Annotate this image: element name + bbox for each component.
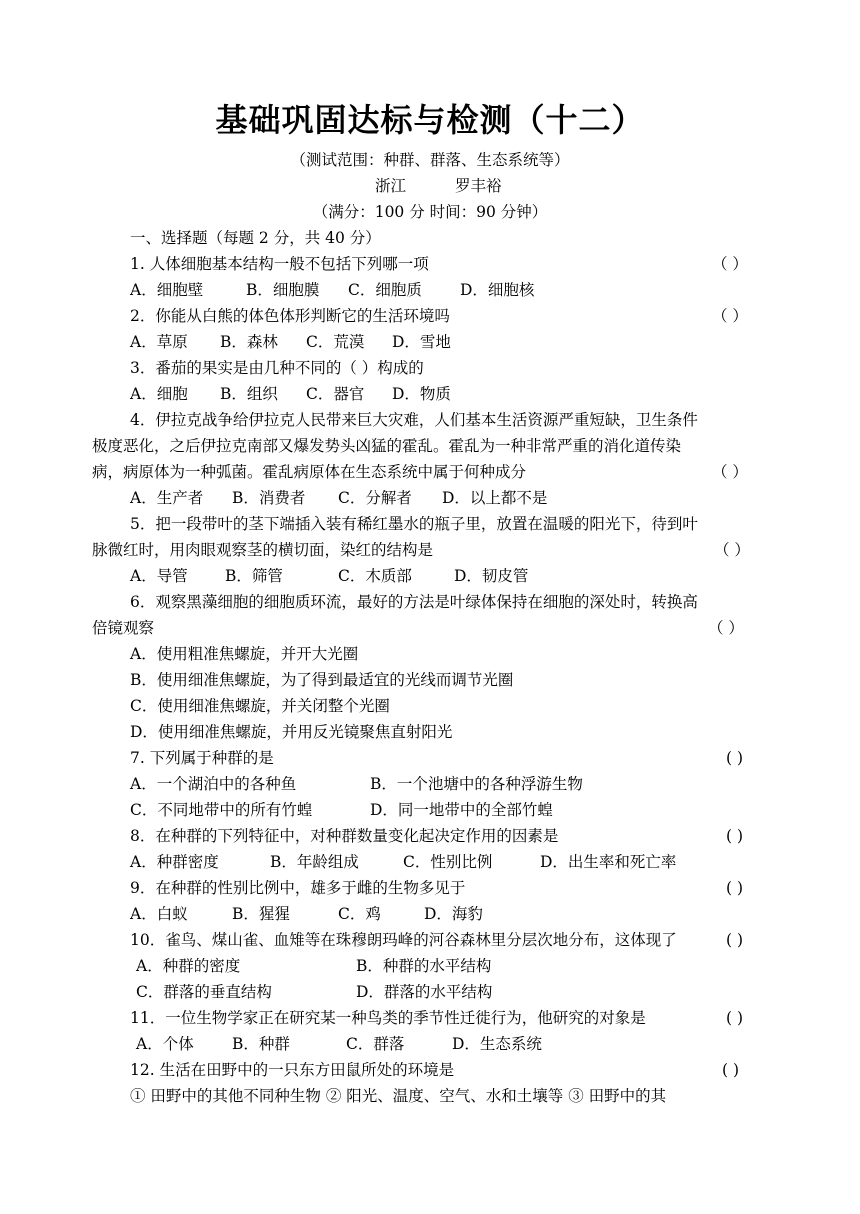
option-d: D．同一地带中的全部竹蝗 bbox=[370, 801, 553, 819]
option-a: A．个体 bbox=[136, 1035, 194, 1053]
option-a: A．导管 bbox=[130, 567, 188, 585]
test-scope: （测试范围：种群、群落、生态系统等） bbox=[290, 151, 570, 169]
option-c: C．荒漠 bbox=[306, 333, 365, 351]
option-a: A．细胞 bbox=[130, 385, 188, 403]
answer-blank: ( ) bbox=[726, 749, 744, 767]
option-c: C．性别比例 bbox=[403, 853, 493, 871]
answer-blank: （ ） bbox=[714, 541, 750, 559]
option-b: B．细胞膜 bbox=[246, 281, 320, 299]
option-a: A．生产者 bbox=[130, 489, 204, 507]
option-c: C．木质部 bbox=[338, 567, 412, 585]
option-a: A．细胞壁 bbox=[130, 281, 204, 299]
author-name: 罗丰裕 bbox=[455, 177, 502, 195]
answer-blank: （ ） bbox=[712, 255, 748, 273]
option-c: C．群落 bbox=[346, 1035, 405, 1053]
option-c: C．细胞质 bbox=[348, 281, 422, 299]
score-time: （满分：100 分 时间：90 分钟） bbox=[312, 203, 548, 221]
answer-blank: ( ) bbox=[726, 1009, 744, 1027]
option-b: B．一个池塘中的各种浮游生物 bbox=[370, 775, 583, 793]
province: 浙江 bbox=[375, 177, 407, 195]
answer-blank: ( ) bbox=[726, 827, 744, 845]
option-a: A．种群的密度 bbox=[136, 957, 241, 975]
option-d: D．生态系统 bbox=[452, 1035, 542, 1053]
exam-page: 基础巩固达标与检测（十二） （测试范围：种群、群落、生态系统等） 浙江 罗丰裕 （满分：100 分 时间：90 分钟） 一、选择题（每题 2 分，共 40 分） 1. 人体细胞基本结构一般不包括下列哪一项 （ ） A．细胞壁 B．细胞膜 C．细胞质 D．细胞核 2．你能从白熊的体色体形判断它的生活环境吗 （ ） A．草原 B．森林 C．荒漠 D．雪地 3．番茄的果实是由几种不同的（ ）构成的 A．细胞 B．组织 C．器官 D．物质 4．伊拉克战争给伊拉克人民带来巨大灾难，人们基本生活资源严重短缺，卫生条件 极度恶化，之后伊拉克南部又爆发势头凶猛的霍乱。霍乱为一种非常严重的消化道传染 病，病原体为一种弧菌。霍乱病原体在生态系统中属于何种成分 （ ） A．生产者 B．消费者 C．分解者 D．以上都不是 5．把一段带叶的茎下端插入装有稀红墨水的瓶子里，放置在温暖的阳光下，待到叶 脉微红时，用肉眼观察茎的横切面，染红的结构是 （ ） A．导管 B．筛管 C．木质部 D．韧皮管 6．观察黑藻细胞的细胞质环流，最好的方法是叶绿体保持在细胞的深处时，转换高 倍镜观察 （ ） A．使用粗准焦螺旋，并开大光圈 B．使用细准焦螺旋，为了得到最适宜的光线而调节光圈 C．使用细准焦螺旋，并关闭整个光圈 D．使用细准焦螺旋，并用反光镜聚焦直射阳光 7. 下列属于种群的是 ( ) A．一个湖泊中的各种鱼 B．一个池塘中的各种浮游生物 C．不同地带中的所有竹蝗 D．同一地带中的全部竹蝗 8．在种群的下列特征中，对种群数量变化起决定作用的因素是 ( ) A．种群密度 B．年龄组成 C．性别比例 D．出生率和死亡率 9．在种群的性别比例中，雄多于雌的生物多见于 ( ) A．白蚁 B．猩猩 C．鸡 D．海豹 10．雀鸟、煤山雀、血雉等在珠穆朗玛峰的河谷森林里分层次地分布，这体现了 ( ) A．种群的密度 B．种群的水平结构 C．群落的垂直结构 D．群落的水平结构 11．一位生物学家正在研究某一种鸟类的季节性迁徙行为，他研究的对象是 ( ) A．个体 B．种群 C．群落 D．生态系统 12. 生活在田野中的一只东方田鼠所处的环境是 ( ) ① 田野中的其他不同种生物 ② 阳光、温度、空气、水和土壤等 ③ 田野中的其 bbox=[0, 0, 860, 1214]
page-title: 基础巩固达标与检测（十二） bbox=[215, 101, 645, 139]
option-b: B．种群的水平结构 bbox=[356, 957, 492, 975]
option-b: B．猩猩 bbox=[232, 905, 290, 923]
option-d: D．出生率和死亡率 bbox=[540, 853, 677, 871]
option-c: C．群落的垂直结构 bbox=[136, 983, 272, 1001]
option-b: B．种群 bbox=[232, 1035, 290, 1053]
option-b: B．筛管 bbox=[225, 567, 283, 585]
option-b: B．组织 bbox=[220, 385, 278, 403]
option-b: B．年龄组成 bbox=[270, 853, 359, 871]
option-d: D．海豹 bbox=[424, 905, 483, 923]
answer-blank: （ ） bbox=[708, 619, 744, 637]
answer-blank: ( ) bbox=[726, 931, 744, 949]
option-a: A．一个湖泊中的各种鱼 bbox=[130, 775, 297, 793]
option-d: D．细胞核 bbox=[460, 281, 535, 299]
option-d: D．以上都不是 bbox=[442, 489, 548, 507]
answer-blank: ( ) bbox=[726, 879, 744, 897]
option-d: D．群落的水平结构 bbox=[356, 983, 493, 1001]
option-a: A．白蚁 bbox=[130, 905, 188, 923]
option-a: A．种群密度 bbox=[130, 853, 219, 871]
option-a: A．草原 bbox=[130, 333, 188, 351]
option-b: B．消费者 bbox=[232, 489, 306, 507]
answer-blank: （ ） bbox=[712, 463, 748, 481]
answer-blank: ( ) bbox=[722, 1061, 740, 1079]
option-c: C．鸡 bbox=[338, 905, 381, 923]
option-d: D．雪地 bbox=[392, 333, 451, 351]
option-c: C．分解者 bbox=[338, 489, 412, 507]
answer-blank: （ ） bbox=[712, 307, 748, 325]
option-c: C．不同地带中的所有竹蝗 bbox=[130, 801, 313, 819]
option-b: B．森林 bbox=[220, 333, 278, 351]
option-d: D．物质 bbox=[392, 385, 451, 403]
option-d: D．韧皮管 bbox=[454, 567, 529, 585]
option-c: C．器官 bbox=[306, 385, 365, 403]
